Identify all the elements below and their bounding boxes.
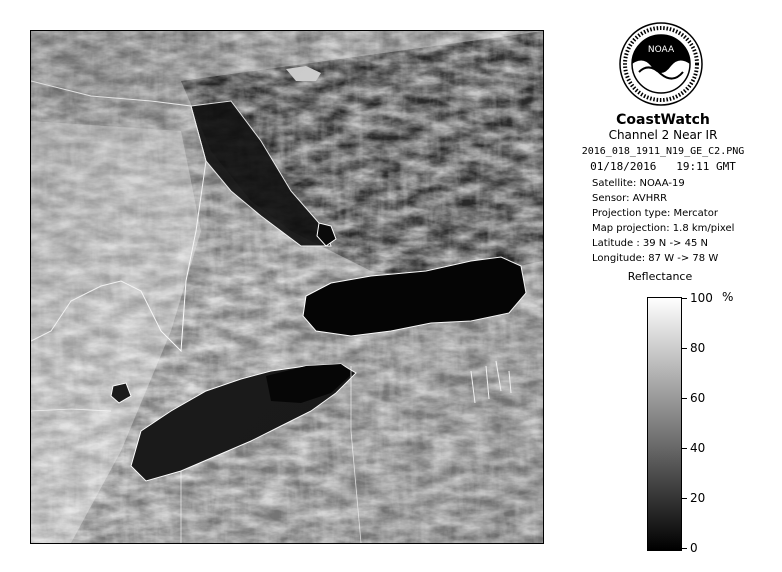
logo-text: NOAA [647, 45, 675, 55]
noaa-logo [619, 22, 703, 106]
product-title: CoastWatch [616, 112, 710, 128]
colorbar-tick-label: 60 [690, 391, 706, 405]
channel-label: Channel 2 Near IR [608, 128, 718, 142]
colorbar-tick-label: 100 [690, 291, 713, 305]
satellite-label: Satellite: NOAA-19 [592, 178, 685, 189]
colorbar-tick-label: 0 [690, 541, 698, 555]
legend-title: Reflectance [627, 270, 693, 283]
colorbar-tick [681, 398, 687, 399]
satellite-image [30, 30, 544, 544]
colorbar-tick [681, 348, 687, 349]
colorbar-tick [681, 548, 687, 549]
satellite-map [31, 31, 543, 543]
colorbar-tick-label: 40 [690, 441, 706, 455]
sensor-label: Sensor: AVHRR [592, 193, 668, 204]
map-projection-label: Map projection: 1.8 km/pixel [592, 223, 735, 234]
acquisition-datetime [563, 160, 763, 173]
reflectance-colorbar [647, 297, 682, 551]
projection-type-label: Projection type: Mercator [592, 208, 718, 219]
acquisition-date: 01/18/2016 [590, 160, 657, 173]
colorbar-tick [681, 298, 687, 299]
colorbar-tick [681, 448, 687, 449]
file-name: 2016_018_1911_N19_GE_C2.PNG [581, 146, 745, 157]
acquisition-time: 19:11 GMT [676, 160, 736, 173]
longitude-label: Longitude: 87 W -> 78 W [592, 253, 719, 264]
legend-unit: % [722, 290, 734, 304]
latitude-label: Latitude : 39 N -> 45 N [592, 238, 708, 249]
colorbar-tick-label: 20 [690, 491, 706, 505]
colorbar-tick-label: 80 [690, 341, 706, 355]
colorbar-tick [681, 498, 687, 499]
